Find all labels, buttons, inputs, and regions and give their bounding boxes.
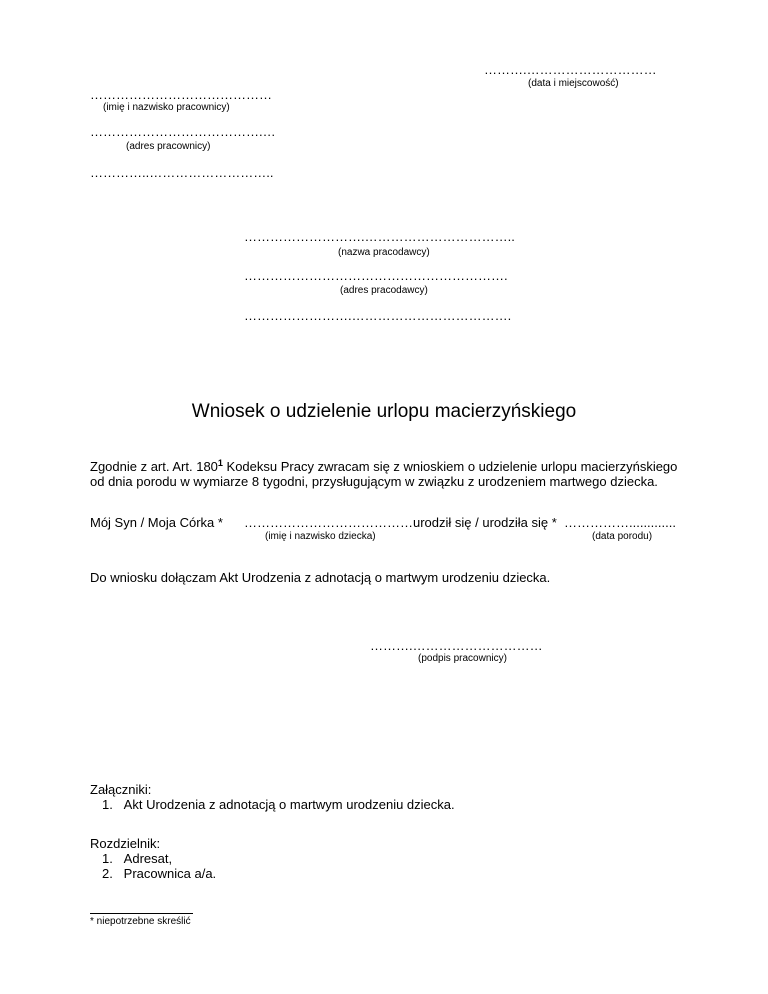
employee-address-field-2[interactable]: …………..……………………….. [90, 165, 274, 180]
attachment-sentence: Do wniosku dołączam Akt Urodzenia z adnotacją o martwym urodzeniu dziecka. [90, 570, 551, 585]
distribution-item: 1. Adresat, [102, 851, 173, 866]
employee-address-caption: (adres pracownicy) [126, 141, 211, 152]
child-name-field[interactable]: ………………………………… [244, 515, 413, 530]
request-text-part2: Kodeksu Pracy zwracam się z wnioskiem o udzielenie urlopu macierzyńskiego [222, 459, 678, 474]
employer-address-caption: (adres pracodawcy) [340, 285, 428, 296]
signature-caption: (podpis pracownicy) [418, 653, 507, 664]
employee-name-field[interactable]: …………………………………… [90, 87, 272, 102]
child-name-caption: (imię i nazwisko dziecka) [265, 531, 376, 542]
employee-address-field[interactable]: ………………………………….… [90, 124, 276, 139]
distribution-section [90, 836, 216, 881]
footnote-divider [90, 913, 193, 914]
attachments-heading: Załączniki: [90, 782, 152, 797]
request-paragraph [90, 459, 677, 489]
attachments-item: 1. Akt Urodzenia z adnotacją o martwym urodzeniu dziecka. [102, 797, 455, 812]
attachments-section [90, 782, 455, 812]
birth-date-caption: (data porodu) [592, 531, 653, 542]
employee-name-caption: (imię i nazwisko pracownicy) [103, 102, 230, 113]
footnote-text: * niepotrzebne skreślić [90, 916, 191, 927]
distribution-item: 2. Pracownica a/a. [102, 866, 217, 881]
employer-address-field[interactable]: ……………………………………………………. [244, 268, 508, 283]
child-born-text: urodził się / urodziła się * [413, 515, 557, 530]
employer-name-caption: (nazwa pracodawcy) [338, 247, 430, 258]
child-prefix: Mój Syn / Moja Córka * [90, 515, 223, 530]
signature-field[interactable]: ……….………………………… [370, 638, 543, 653]
birth-date-field[interactable]: ……………............. [564, 515, 676, 530]
date-place-field[interactable]: ……….………………………… [484, 62, 657, 77]
document-title: Wniosek o udzielenie urlopu macierzyńskiego [191, 401, 577, 422]
request-text-part1: Zgodnie z art. Art. 180 [90, 459, 218, 474]
employer-address-field-2[interactable]: …………………….………………………………. [244, 308, 512, 323]
article-superscript: 1 [217, 458, 223, 468]
distribution-heading: Rozdzielnik: [90, 836, 161, 851]
employer-name-field[interactable]: ……………………….…………………………….. [244, 229, 515, 244]
date-place-caption: (data i miejscowość) [528, 78, 619, 89]
request-text-line2: od dnia porodu w wymiarze 8 tygodni, przysługującym w związku z urodzeniem martwego dziecka. [90, 474, 658, 489]
